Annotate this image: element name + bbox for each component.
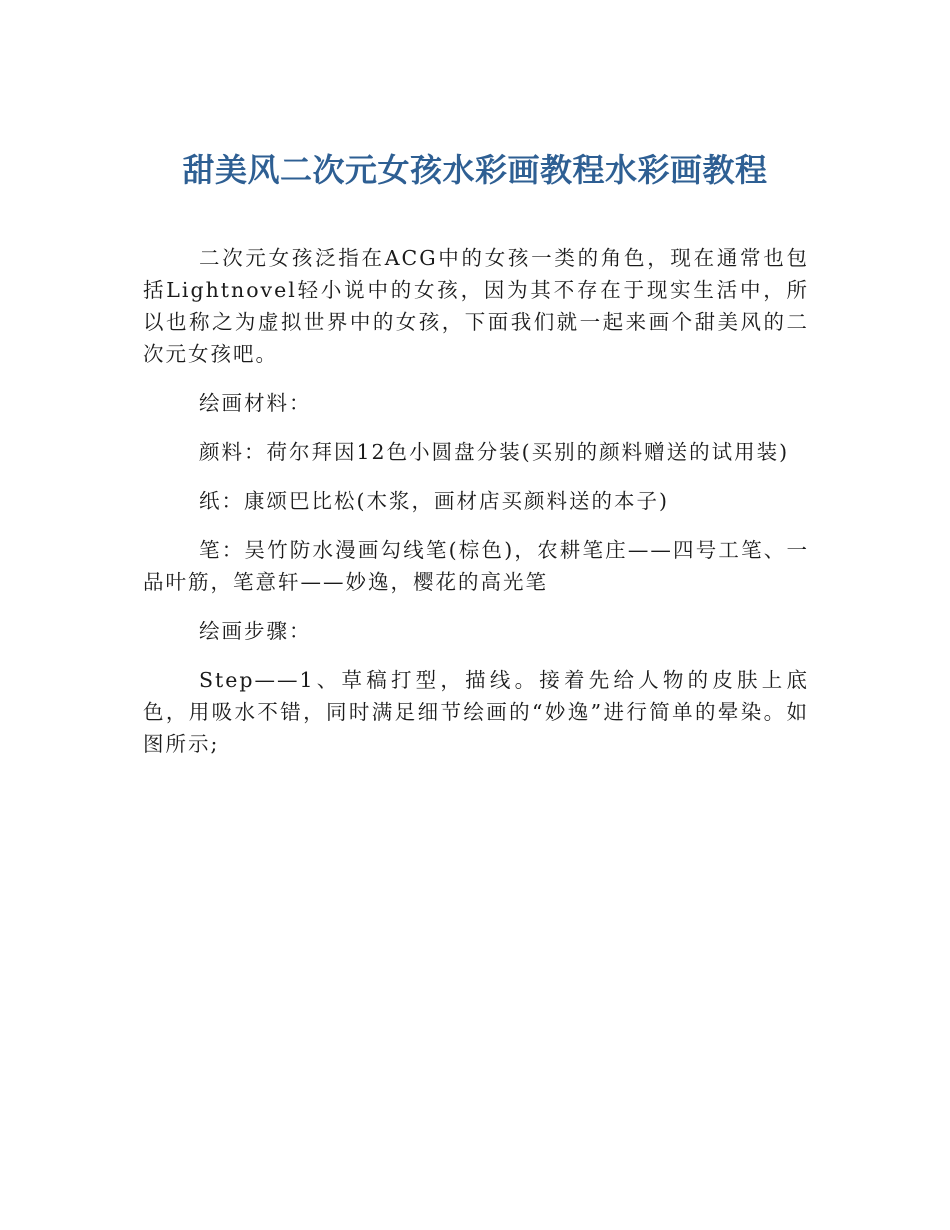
paint-paragraph: 颜料：荷尔拜因12色小圆盘分装(买别的颜料赠送的试用装) bbox=[199, 440, 790, 464]
document-title: 甜美风二次元女孩水彩画教程水彩画教程 bbox=[182, 151, 768, 189]
brush-paragraph: 笔：吴竹防水漫画勾线笔(棕色)，农耕笔庄——四号工笔、一品叶筋，笔意轩——妙逸，樱花的高光笔 bbox=[143, 538, 809, 594]
document-body bbox=[143, 242, 809, 777]
steps-heading: 绘画步骤： bbox=[199, 619, 312, 643]
paper-paragraph: 纸：康颂巴比松(木浆，画材店买颜料送的本子) bbox=[199, 489, 669, 513]
step-1-paragraph: Step——1、草稿打型，描线。接着先给人物的皮肤上底色，用吸水不错，同时满足细节绘画的“妙逸”进行简单的晕染。如图所示; bbox=[143, 668, 809, 756]
materials-heading: 绘画材料： bbox=[199, 391, 312, 415]
intro-paragraph: 二次元女孩泛指在ACG中的女孩一类的角色，现在通常也包括Lightnovel轻小说中的女孩，因为其不存在于现实生活中，所以也称之为虚拟世界中的女孩，下面我们就一起来画个甜美风的二次元女孩吧。 bbox=[143, 246, 809, 366]
